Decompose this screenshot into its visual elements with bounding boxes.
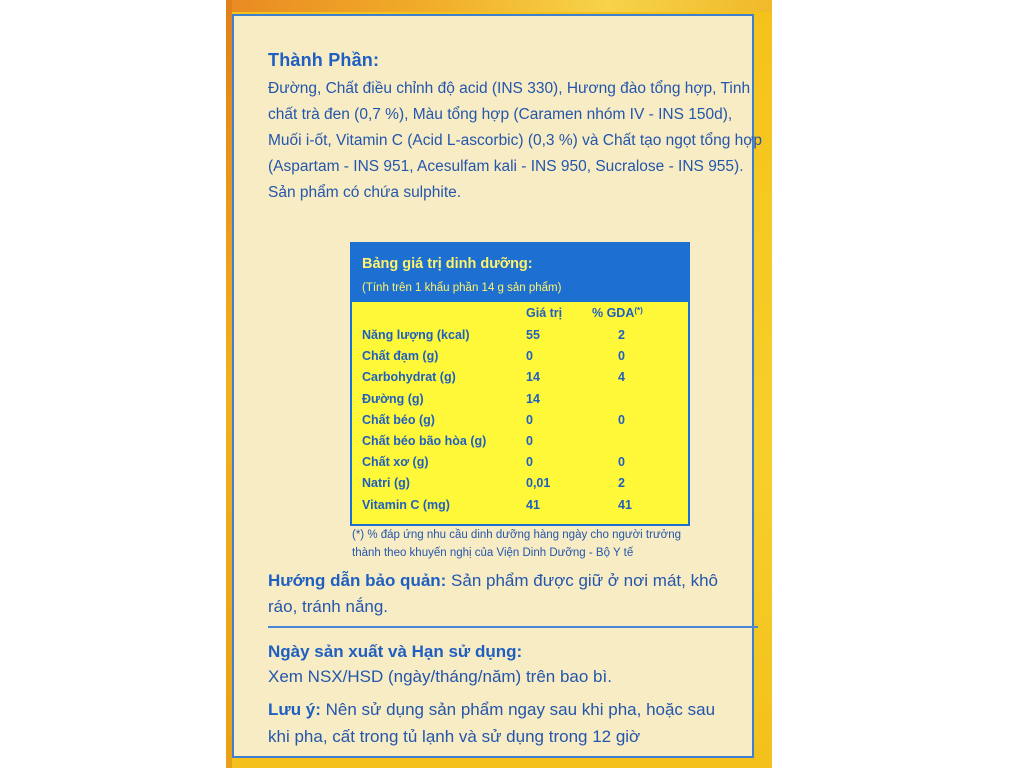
nutrition-column-headers [352,306,688,326]
note-line [268,696,758,723]
note-label: Lưu ý: [268,700,321,719]
nutrient-value: 41 [526,497,540,512]
nutrient-gda: 4 [618,370,625,385]
note-text: Nên sử dụng sản phẩm ngay sau khi pha, hoặc sau [320,700,716,719]
nutrition-subtitle: (Tính trên 1 khẩu phần 14 g sản phẩm) [362,282,562,294]
info-panel [232,14,763,758]
storage-instructions [268,568,752,620]
nutrient-name: Năng lượng (kcal) [362,328,470,342]
nutrition-footnote [352,526,732,562]
ingredients-line: (Aspartam - INS 951, Acesulfam kali - INS 950, Sucralose - INS 955). [268,158,744,175]
nutrient-gda: 0 [618,349,625,364]
ingredients-line: chất trà đen (0,7 %), Màu tổng hợp (Caramen nhóm IV - INS 150d), [268,106,733,123]
nutrition-row [352,476,688,496]
usage-note [268,696,758,750]
nutrition-title: Bảng giá trị dinh dưỡng: [362,256,533,272]
ingredients-title: Thành Phần: [268,50,380,70]
note-line: khi pha, cất trong tủ lạnh và sử dụng trong 12 giờ [268,727,641,746]
nutrient-value: 14 [526,370,540,385]
storage-text: Sản phẩm được giữ ở nơi mát, khô [446,571,718,590]
nutrient-value: 55 [526,328,540,342]
nutrient-value: 0 [526,434,533,448]
ingredients-line: Muối i-ốt, Vitamin C (Acid L-ascorbic) (0,3 %) và Chất tạo ngọt tổng hợp [268,132,763,149]
gda-label: % GDA [592,306,635,320]
nutrient-name: Chất xơ (g) [362,455,429,470]
nutrition-row [352,498,688,518]
nutrient-name: Chất béo (g) [362,412,435,427]
nutrient-name: Vitamin C (mg) [362,497,450,512]
column-value-header: Giá trị [526,306,563,320]
gda-footnote-mark: (*) [634,306,643,315]
nutrient-value: 0,01 [526,476,551,491]
nutrient-name: Natri (g) [362,476,410,491]
nutrient-value: 14 [526,391,540,406]
ingredients-line: Sản phẩm có chứa sulphite. [268,184,462,201]
storage-line [268,568,752,594]
footnote-line: thành theo khuyến nghị của Viện Dinh Dưỡng - Bộ Y tế [352,547,634,559]
dates-text: Xem NSX/HSD (ngày/tháng/năm) trên bao bì. [268,667,612,686]
nutrient-gda: 41 [618,497,632,512]
ingredients-line: Đường, Chất điều chỉnh độ acid (INS 330), Hương đào tổng hợp, Tinh [268,80,751,97]
nutrition-row [352,349,688,369]
nutrient-gda: 0 [618,412,625,427]
dates-title: Ngày sản xuất và Hạn sử dụng: [268,642,523,661]
nutrition-row [352,328,688,348]
nutrient-name: Chất béo bão hòa (g) [362,434,487,448]
nutrient-name: Đường (g) [362,391,424,406]
nutrition-table-header [350,242,690,302]
nutrient-gda: 2 [618,476,625,491]
package-top-edge [226,0,772,12]
nutrition-row [352,413,688,433]
nutrient-value: 0 [526,349,533,364]
nutrient-gda: 2 [618,328,625,342]
nutrient-value: 0 [526,412,533,427]
nutrient-name: Carbohydrat (g) [362,370,456,385]
nutrition-row [352,392,688,412]
nutrition-row [352,434,688,454]
section-divider [268,626,758,628]
nutrition-table-body [350,302,690,526]
nutrient-name: Chất đạm (g) [362,349,439,364]
column-gda-header [592,306,643,320]
storage-line: ráo, tránh nắng. [268,597,389,616]
nutrient-value: 0 [526,455,533,470]
nutrition-row [352,370,688,390]
label-photo [226,0,772,768]
storage-label: Hướng dẫn bảo quản: [268,571,447,590]
nutrition-table [350,242,690,526]
nutrient-gda: 0 [618,455,625,470]
ingredients-text [268,76,763,206]
footnote-line: (*) % đáp ứng nhu cầu dinh dưỡng hàng ngày cho người trưởng [352,529,681,541]
nutrition-row [352,455,688,475]
